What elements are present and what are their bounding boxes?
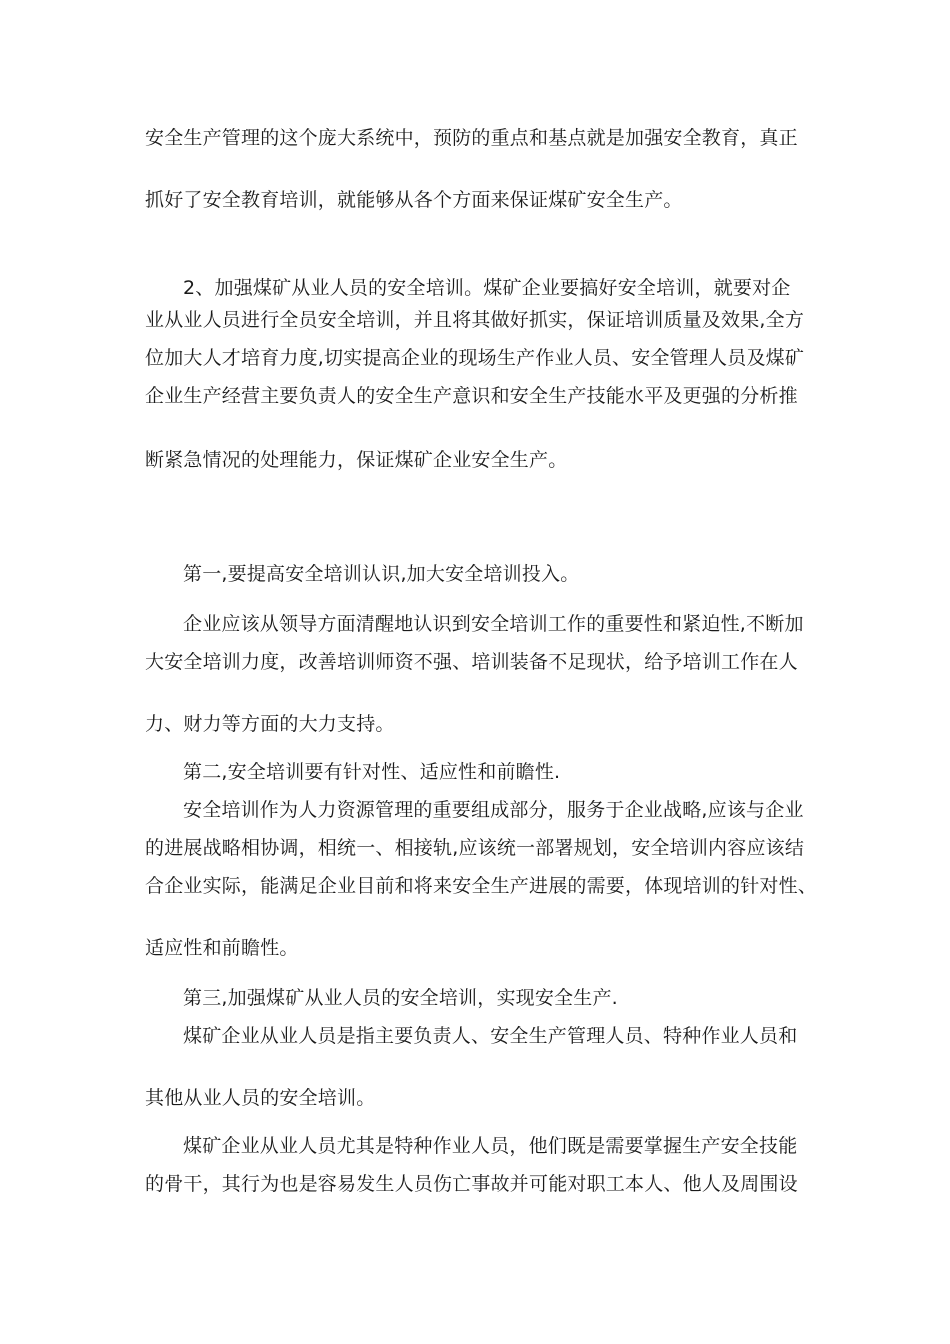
text-line: 大安全培训力度，改善培训师资不强、培训装备不足现状，给予培训工作在人 [145, 651, 798, 673]
text-line: 的进展战略相协调，相统一、相接轨,应该统一部署规划，安全培训内容应该结 [145, 837, 805, 859]
subheading-second: 第二,安全培训要有针对性、适应性和前瞻性. [183, 761, 561, 783]
text-line: 其他从业人员的安全培训。 [145, 1087, 376, 1109]
subheading-first: 第一,要提高安全培训认识,加大安全培训投入。 [183, 563, 580, 585]
text-line: 企业应该从领导方面清醒地认识到安全培训工作的重要性和紧迫性,不断加 [183, 613, 804, 635]
text-line: 断紧急情况的处理能力，保证煤矿企业安全生产。 [145, 449, 568, 471]
text-line: 安全培训作为人力资源管理的重要组成部分，服务于企业战略,应该与企业 [183, 799, 804, 821]
text-line: 适应性和前瞻性。 [145, 937, 299, 959]
section-heading: 2、加强煤矿从业人员的安全培训。煤矿企业要搞好安全培训，就要对企 [183, 277, 791, 299]
text-line: 业从业人员进行全员安全培训，并且将其做好抓实，保证培训质量及效果,全方 [145, 309, 805, 331]
text-line: 煤矿企业从业人员是指主要负责人、安全生产管理人员、特种作业人员和 [183, 1025, 798, 1047]
text-line: 煤矿企业从业人员尤其是特种作业人员，他们既是需要掌握生产安全技能 [183, 1135, 798, 1157]
text-line: 位加大人才培育力度,切实提高企业的现场生产作业人员、安全管理人员及煤矿 [145, 347, 805, 369]
text-line: 合企业实际，能满足企业目前和将来安全生产进展的需要，体现培训的针对性、 [145, 875, 818, 897]
text-line: 力、财力等方面的大力支持。 [145, 713, 395, 735]
text-line: 的骨干，其行为也是容易发生人员伤亡事故并可能对职工本人、他人及周围设 [145, 1173, 798, 1195]
text-line: 抓好了安全教育培训，就能够从各个方面来保证煤矿安全生产。 [145, 189, 683, 211]
text-line: 企业生产经营主要负责人的安全生产意识和安全生产技能水平及更强的分析推 [145, 385, 798, 407]
subheading-third: 第三,加强煤矿从业人员的安全培训，实现安全生产. [183, 987, 618, 1009]
text-line: 安全生产管理的这个庞大系统中，预防的重点和基点就是加强安全教育，真正 [145, 127, 798, 149]
